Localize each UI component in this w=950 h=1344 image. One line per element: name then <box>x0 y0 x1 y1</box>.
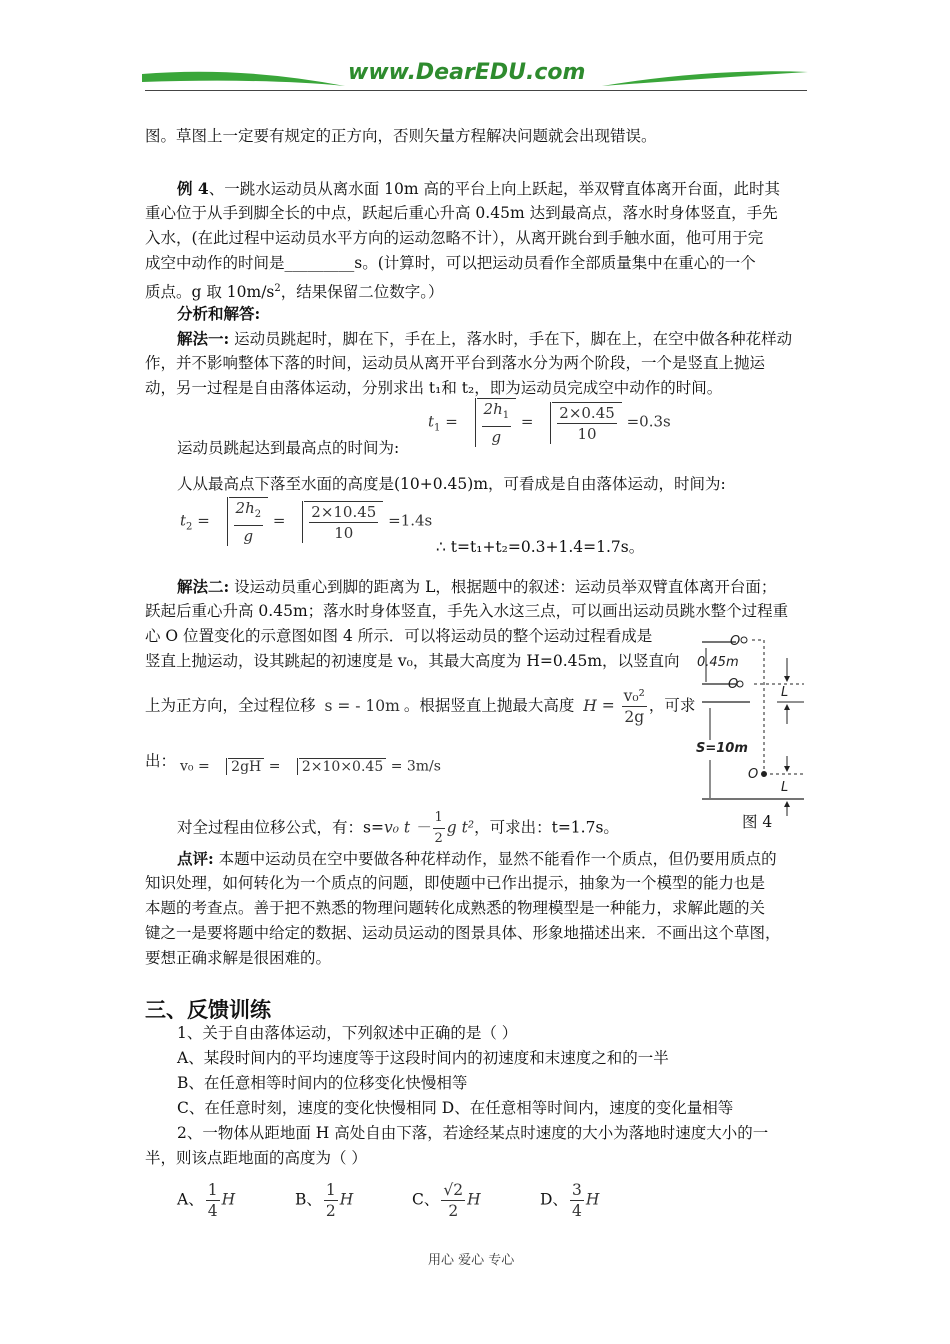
header-rule <box>145 90 807 91</box>
q1: 1、关于自由落体运动，下列叙述中正确的是（ ） <box>177 1024 518 1042</box>
method2-line2: 跃起后重心升高 0.45m；落水时身体竖直，手先入水这三点，可以画出运动员跳水整个过程重 <box>145 602 789 620</box>
formula-t2: $t_2$ = $\frac{2h_2}{g}$ = $\frac{2\times 10.45}{10}$ =1.4s <box>180 499 433 545</box>
q2-option-c <box>412 1180 481 1221</box>
option-b-num: 1 <box>325 1181 336 1199</box>
total-time: ∴ t=t₁+t₂=0.3+1.4=1.7s。 <box>436 538 645 556</box>
fig-o-mid: O <box>728 677 739 692</box>
method1-line2: 作，并不影响整体下落的时间，运动员从离开平台到落水分为两个阶段，一个是竖直上抛运 <box>145 354 766 372</box>
formula-t1: $t_1$ = $\frac{2h_1}{g}$ = $\frac{2\times 0.45}{10}$ =0.3s <box>428 400 671 446</box>
figure4-diagram <box>692 628 822 818</box>
method2-line5-post: ，可求 <box>648 696 696 715</box>
t2-f2-num: 2×10.45 <box>311 502 377 521</box>
method2-line5-mid: 。根据竖直上抛最大高度 <box>403 696 575 715</box>
option-d-den: 4 <box>571 1202 582 1220</box>
option-c-frac <box>441 1180 465 1221</box>
section3-title: 三、反馈训练 <box>145 998 271 1022</box>
fig-S: S=10m <box>696 741 748 756</box>
rise-time-text: 运动员跳起达到最高点的时间为: <box>177 439 400 457</box>
H-num: v₀² <box>623 687 645 705</box>
t1-f2-den: 10 <box>577 424 597 443</box>
option-d-frac <box>570 1180 584 1221</box>
fig-o-top: O <box>730 634 741 649</box>
t2-f1-num-sub: 2 <box>254 509 262 520</box>
option-c-var: H <box>467 1190 481 1209</box>
method2-line3: 心 O 位置变化的示意图如图 4 所示．可以将运动员的整个运动过程看成是 <box>145 627 653 645</box>
fig-045: 0.45m <box>697 655 739 670</box>
v0-sqrt2-content: 2×10×0.45 <box>299 758 386 775</box>
example4-line3: 入水，(在此过程中运动员水平方向的运动忽略不计），从离开跳台到手触水面，他可用于完 <box>145 229 764 247</box>
comment-line4: 键之一是要将题中给定的数据、运动员运动的图景具体、形象地描述出来．不画出这个草图， <box>145 924 781 942</box>
v0-lhs: v₀ = <box>180 758 210 775</box>
header-banner <box>140 58 810 94</box>
t1-sqrt1 <box>463 398 517 447</box>
option-c-num: √2 <box>443 1181 464 1199</box>
half-den: 2 <box>434 831 443 846</box>
q2-line2: 半，则该点距地面的高度为（ ） <box>145 1149 367 1167</box>
q2-option-a <box>177 1180 235 1221</box>
analysis-title: 分析和解答: <box>177 304 261 323</box>
t1-f1-den: g <box>491 428 502 446</box>
example4-label: 例 4 <box>177 179 209 198</box>
H-fraction <box>622 686 647 727</box>
method2-line7-pre: 对全过程由位移公式，有：s= <box>177 818 384 837</box>
option-a-num: 1 <box>207 1181 218 1199</box>
option-b-frac <box>324 1180 338 1221</box>
t2-f2-den: 10 <box>334 523 354 542</box>
t2-sqrt1 <box>215 497 269 546</box>
v0-sqrt1-content: 2gH <box>228 758 264 775</box>
method2-line5: 上为正方向，全过程位移 s = - 10m 。根据竖直上抛最大高度 H = $\frac{\text{v₀²}}{2g}$ ，可求 <box>145 687 696 726</box>
comment-line3: 本题的考查点。善于把不熟悉的物理问题转化成熟悉的物理模型是一种能力，求解此题的关 <box>145 899 766 917</box>
t2-result: =1.4s <box>388 511 433 530</box>
method1-text1: 运动员跳起时，脚在下，手在上，落水时，手在下，脚在上，在空中做各种花样动 <box>229 330 793 348</box>
method1-label: 解法一: <box>177 329 230 348</box>
fig-L-lower: L <box>781 780 789 795</box>
t1-sqrt2 <box>538 402 622 444</box>
option-b-var: H <box>339 1190 354 1209</box>
t2-symbol: t <box>180 511 187 530</box>
option-a-frac <box>206 1180 220 1221</box>
v0-result: = 3m/s <box>390 758 441 775</box>
example4-text1: 、一跳水运动员从离水面 10m 高的平台上向上跃起，举双臂直体离开台面，此时其 <box>208 180 780 198</box>
q1-option-cd: C、在任意时刻，速度的变化快慢相同 D、在任意相等时间内，速度的变化量相等 <box>177 1099 734 1117</box>
t2-sub: 2 <box>186 521 193 533</box>
t1-sub: 1 <box>434 422 441 434</box>
comment-text1: 本题中运动员在空中要做各种花样动作，显然不能看作一个质点，但仍要用质点的 <box>213 850 777 868</box>
v0-sqrt1 <box>214 758 264 775</box>
method1-line1 <box>177 326 792 352</box>
v0-sqrt2 <box>285 758 386 775</box>
fig-L-upper: L <box>781 685 789 700</box>
method2-line4: 竖直上抛运动，设其跳起的初速度是 v₀，其最大高度为 H=0.45m，以竖直向 <box>145 652 680 670</box>
t2-f1-den: g <box>243 527 254 545</box>
comment-line5: 要想正确求解是很困难的。 <box>145 949 332 967</box>
option-b-label: B、 <box>295 1190 322 1209</box>
method2-text1: 设运动员重心到脚的距离为 L，根据题中的叙述：运动员举双臂直体离开台面； <box>229 578 777 596</box>
displacement-formula: s = - 10m <box>324 696 400 715</box>
comment-line1 <box>177 846 777 872</box>
t1-f1-num: 2h <box>483 400 503 418</box>
t1-f1-num-sub: 1 <box>502 410 510 421</box>
t1-f2-num: 2×0.45 <box>559 403 615 422</box>
example4-line2: 重心位于从手到脚全长的中点，跃起后重心升高 0.45m 达到最高点，落水时身体竖直，手先 <box>145 204 778 222</box>
example4-line1 <box>177 176 780 202</box>
method2-label: 解法二: <box>177 577 230 596</box>
q2-option-b <box>295 1180 353 1221</box>
option-a-den: 4 <box>207 1202 218 1220</box>
gt-squared: g t² <box>446 818 475 837</box>
example4-line5-post: ，结果保留二位数字。） <box>280 283 444 302</box>
method2-line6-pre: 出： <box>145 752 177 770</box>
method2-line5-pre: 上为正方向，全过程位移 <box>145 696 316 715</box>
example4-line5-pre: 质点。g 取 10m/s <box>145 283 275 302</box>
page-footer: 用心 爱心 专心 <box>428 1253 515 1268</box>
option-d-label: D、 <box>540 1190 568 1209</box>
q1-option-b: B、在任意相等时间内的位移变化快慢相等 <box>177 1074 468 1092</box>
H-den: 2g <box>624 708 645 726</box>
method2-line7-post: ，可求出：t=1.7s。 <box>474 818 619 837</box>
displacement-formula2: v₀ t － <box>383 818 431 837</box>
q2-line1: 2、一物体从距地面 H 高处自由下落，若途经某点时速度的大小为落地时速度大小的一 <box>177 1124 769 1142</box>
example4-line4: 成空中动作的时间是_________s。(计算时，可以把运动员看作全部质量集中在重心的一个 <box>145 254 756 272</box>
option-a-label: A、 <box>177 1190 204 1209</box>
option-c-den: 2 <box>448 1202 459 1220</box>
half-num: 1 <box>433 808 445 829</box>
fig-o-bottom: O <box>748 767 759 782</box>
half-fraction <box>433 808 445 849</box>
q2-options <box>177 1172 637 1222</box>
fall-height-text: 人从最高点下落至水面的高度是(10+0.45)m，可看成是自由落体运动，时间为: <box>177 475 726 493</box>
t1-result: =0.3s <box>626 412 671 431</box>
option-b-den: 2 <box>325 1202 336 1220</box>
option-a-var: H <box>221 1190 236 1209</box>
q1-option-a: A、某段时间内的平均速度等于这段时间内的初速度和末速度之和的一半 <box>177 1049 669 1067</box>
option-d-var: H <box>585 1190 600 1209</box>
option-c-label: C、 <box>412 1190 440 1209</box>
comment-line2: 知识处理，如何转化为一个质点的问题，即使题中已作出提示，抽象为一个模型的能力也是 <box>145 874 766 892</box>
example4-line5-sup: 2 <box>274 283 281 294</box>
q2-option-d <box>540 1180 599 1221</box>
method1-line3: 动，另一过程是自由落体运动，分别求出 t₁和 t₂，即为运动员完成空中动作的时间。 <box>145 379 723 397</box>
intro-line: 图。草图上一定要有规定的正方向，否则矢量方程解决问题就会出现错误。 <box>145 127 657 145</box>
t2-f1-num: 2h <box>235 499 255 517</box>
formula-v0: v₀ = 2gH = 2×10×0.45 = 3m/s <box>180 758 441 775</box>
t1-symbol: t <box>428 412 435 431</box>
t2-sqrt2 <box>290 501 383 543</box>
figure4-caption: 图 4 <box>742 813 773 831</box>
method2-line7 <box>177 808 619 849</box>
option-d-num: 3 <box>571 1181 582 1199</box>
comment-label: 点评: <box>177 849 214 868</box>
method2-line1 <box>177 574 776 600</box>
brand-logo: www.DearEDU.com <box>348 60 586 85</box>
